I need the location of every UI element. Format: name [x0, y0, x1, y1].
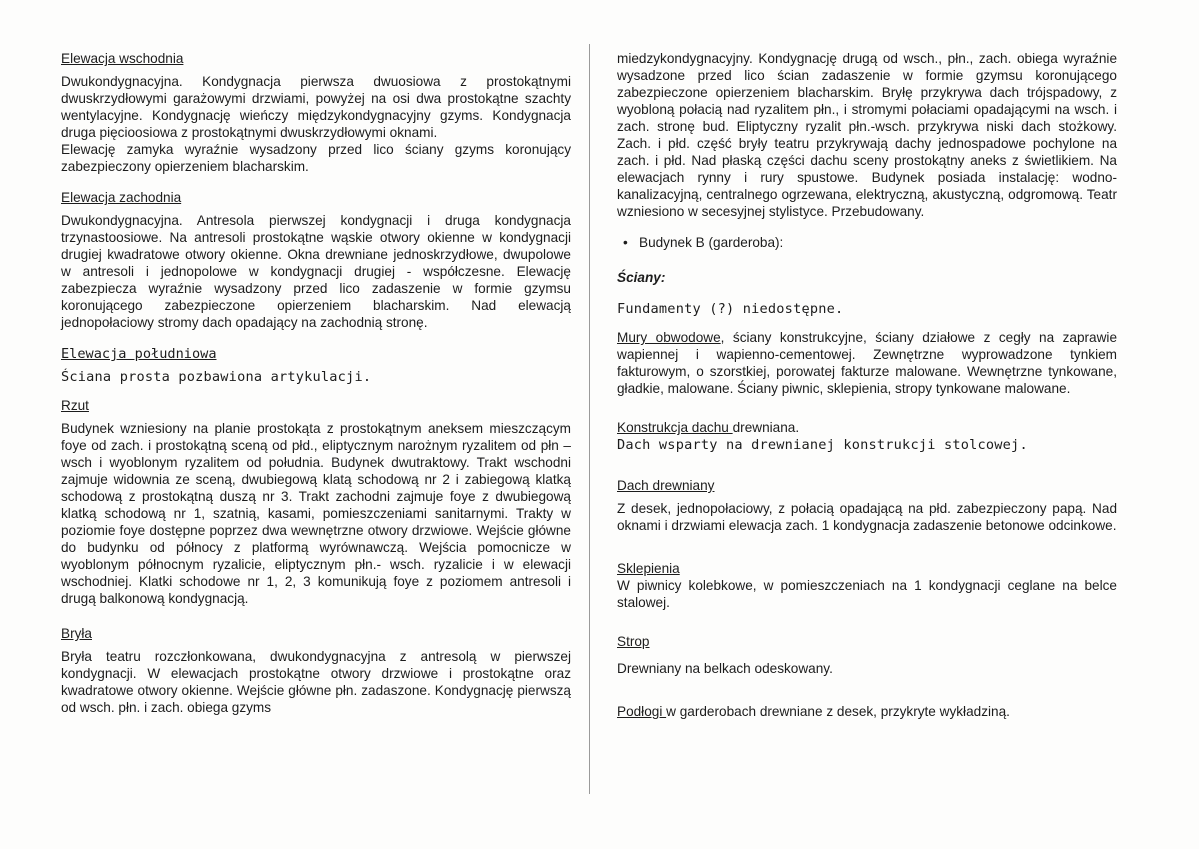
east-elevation-paragraph-1: Dwukondygnacyjna. Kondygnacja pierwsza dwuosiowa z prostokątnymi dwuskrzydłowymi garażowymi drzwiami, powyżej na osi dwa prostokątne szachty wentylacyjne. Kondygnację wieńczy międzykondygnacyjny gzyms. Kondygnacja druga pięcioosiowa z prostokątnymi dwuskrzydłowymi oknami.: [61, 74, 571, 140]
walls-label: Mury obwodowe: [617, 330, 721, 345]
wood-roof-paragraph: Z desek, jednopołaciowy, z połacią opadającą na płd. zabezpieczony papą. Nad oknami i drzwiami elewacja zach. 1 kondygnacja zadaszenie betonowe odcinkowe.: [617, 501, 1117, 533]
heading-massing: Bryła: [61, 626, 92, 641]
roof-structure-text: drewniana.: [732, 420, 800, 435]
roof-structure-note: Dach wsparty na drewnianej konstrukcji stolcowej.: [617, 437, 1028, 453]
roof-structure-line: [617, 419, 1117, 436]
massing-paragraph: Bryła teatru rozczłonkowana, dwukondygnacyjna z antresolą w pierwszej kondygnacji. W elewacjach prostokątne otwory drzwiowe i prostokątne oraz kwadratowe otwory okienne. Wejście główne płn. zadaszone. Kondygnację pierwszą od wsch. płn. i zach. obiega gzyms: [61, 649, 571, 715]
building-b-label: Budynek B (garderoba):: [639, 235, 784, 250]
bullet-icon: •: [623, 235, 628, 250]
heading-wood-roof: Dach drewniany: [617, 478, 715, 493]
floors-line: [617, 703, 1117, 720]
column-divider: [589, 44, 590, 794]
left-column: [61, 50, 571, 716]
floors-text: w garderobach drewniane z desek, przykryte wykładziną.: [666, 704, 1010, 719]
roof-structure-label: Konstrukcja dachu: [617, 420, 733, 435]
massing-continuation: miedzykondygnacyjny. Kondygnację drugą od wsch., płn., zach. obiega wyraźnie wysadzone przed lico ścian zadaszenie w formie gzymsu koronującego zabezpieczone opierzeniem blacharskim. Bryłę przykrywa dach trójspadowy, z wyobloną połacią nad ryzalitem płn., i stromymi połaciami opadającymi na wsch. i zach. stronę bud. Eliptyczny ryzalit płn.-wsch. przykrywa niski dach stożkowy. Zach. i płd. część bryły teatru przykrywają dachy jednospadowe pochylone na zach. i płd. Nad płaską części dachu sceny prostokątny aneks z świetlikiem. Na elewacjach rynny i rury spustowe. Budynek posiada instalację: wodno-kanalizacyjną, centralnego ogrzewana, elektryczną, akustyczną, odgromową. Teatr wzniesiono w secesyjnej stylistyce. Przebudowany.: [617, 51, 1117, 219]
heading-east-elevation: Elewacja wschodnia: [61, 51, 184, 66]
plan-paragraph: Budynek wzniesiony na planie prostokąta z prostokątnym aneksem mieszczącym foye od zach. i prostokątną sceną od płd., eliptycznym narożnym ryzalitem od płn – wsch i wyoblonym ryzalitem od południa. Budynek dwutraktowy. Trakt wschodni zajmuje widownia ze sceną, dwubiegową klatą schodową nr 2 i zabiegową klatką schodową z prostokątną duszą nr 3. Trakt zachodni zajmuje foye z dwubiegową klatką schodową nr 1, szatnią, kasami, pomieszczeniami sanitarnymi. Trakty w poziomie foye dostępne poprzez dwa wewnętrzne otwory drzwiowe. Wejście główne do budynku od północy z platformą wyrównawczą. Wejścia pomocnicze w wyoblonym północnym ryzalicie, eliptycznym płn.- wsch. ryzalicie i w elewacji wschodniej. Klatki schodowe nr 1, 2, 3 komunikują foye z poziomem antresoli i drugą balkonową kondygnacją.: [61, 421, 571, 606]
vaults-paragraph: W piwnicy kolebkowe, w pomieszczeniach na 1 kondygnacji ceglane na belce stalowej.: [617, 578, 1117, 610]
east-elevation-paragraph-2: Elewację zamyka wyraźnie wysadzony przed lico ściany gzyms koronujący zabezpieczony opierzeniem blacharskim.: [61, 142, 571, 174]
foundations-text: Fundamenty (?) niedostępne.: [617, 301, 844, 317]
heading-vaults: Sklepienia: [617, 561, 680, 576]
building-b-bullet: [617, 234, 1117, 251]
heading-south-elevation: Elewacja południowa: [61, 346, 217, 362]
heading-ceiling: Strop: [617, 634, 650, 649]
walls-paragraph: [617, 329, 1117, 397]
walls-text: , ściany konstrukcyjne, ściany działowe z cegły na zaprawie wapiennej i wapienno-cementowej. Zewnętrzne wyprowadzone tynkiem fakturowym, o szorstkiej, porowatej fakturze malowane. Wewnętrzne tynkowane, gładkie, malowane. Ściany piwnic, sklepienia, stropy tynkowane malowane.: [617, 330, 1118, 396]
ceiling-paragraph: Drewniany na belkach odeskowany.: [617, 661, 833, 676]
heading-west-elevation: Elewacja zachodnia: [61, 190, 182, 205]
south-elevation-paragraph: Ściana prosta pozbawiona artykulacji.: [61, 369, 372, 385]
walls-title: Ściany:: [617, 270, 666, 285]
right-column: [617, 50, 1117, 720]
west-elevation-paragraph: Dwukondygnacyjna. Antresola pierwszej kondygnacji i druga kondygnacja trzynastoosiowe. Na antresoli prostokątne wąskie otwory okienne w kondygnacji drugiej kwadratowe otwory okienne. Okna drewniane jednoskrzydłowe, dwupolowe w antresoli i jednopolowe w kondygnacji drugiej - współczesne. Elewację zabezpiecza wyraźnie wysadzony przed lico zadaszenie w formie gzymsu koronującego zabezpieczone opierzeniem blacharskim. Nad elewacją jednopołaciowy stromy dach opadający na zachodnią stronę.: [61, 213, 571, 330]
floors-label: Podłogi: [617, 704, 667, 719]
heading-plan: Rzut: [61, 398, 89, 413]
